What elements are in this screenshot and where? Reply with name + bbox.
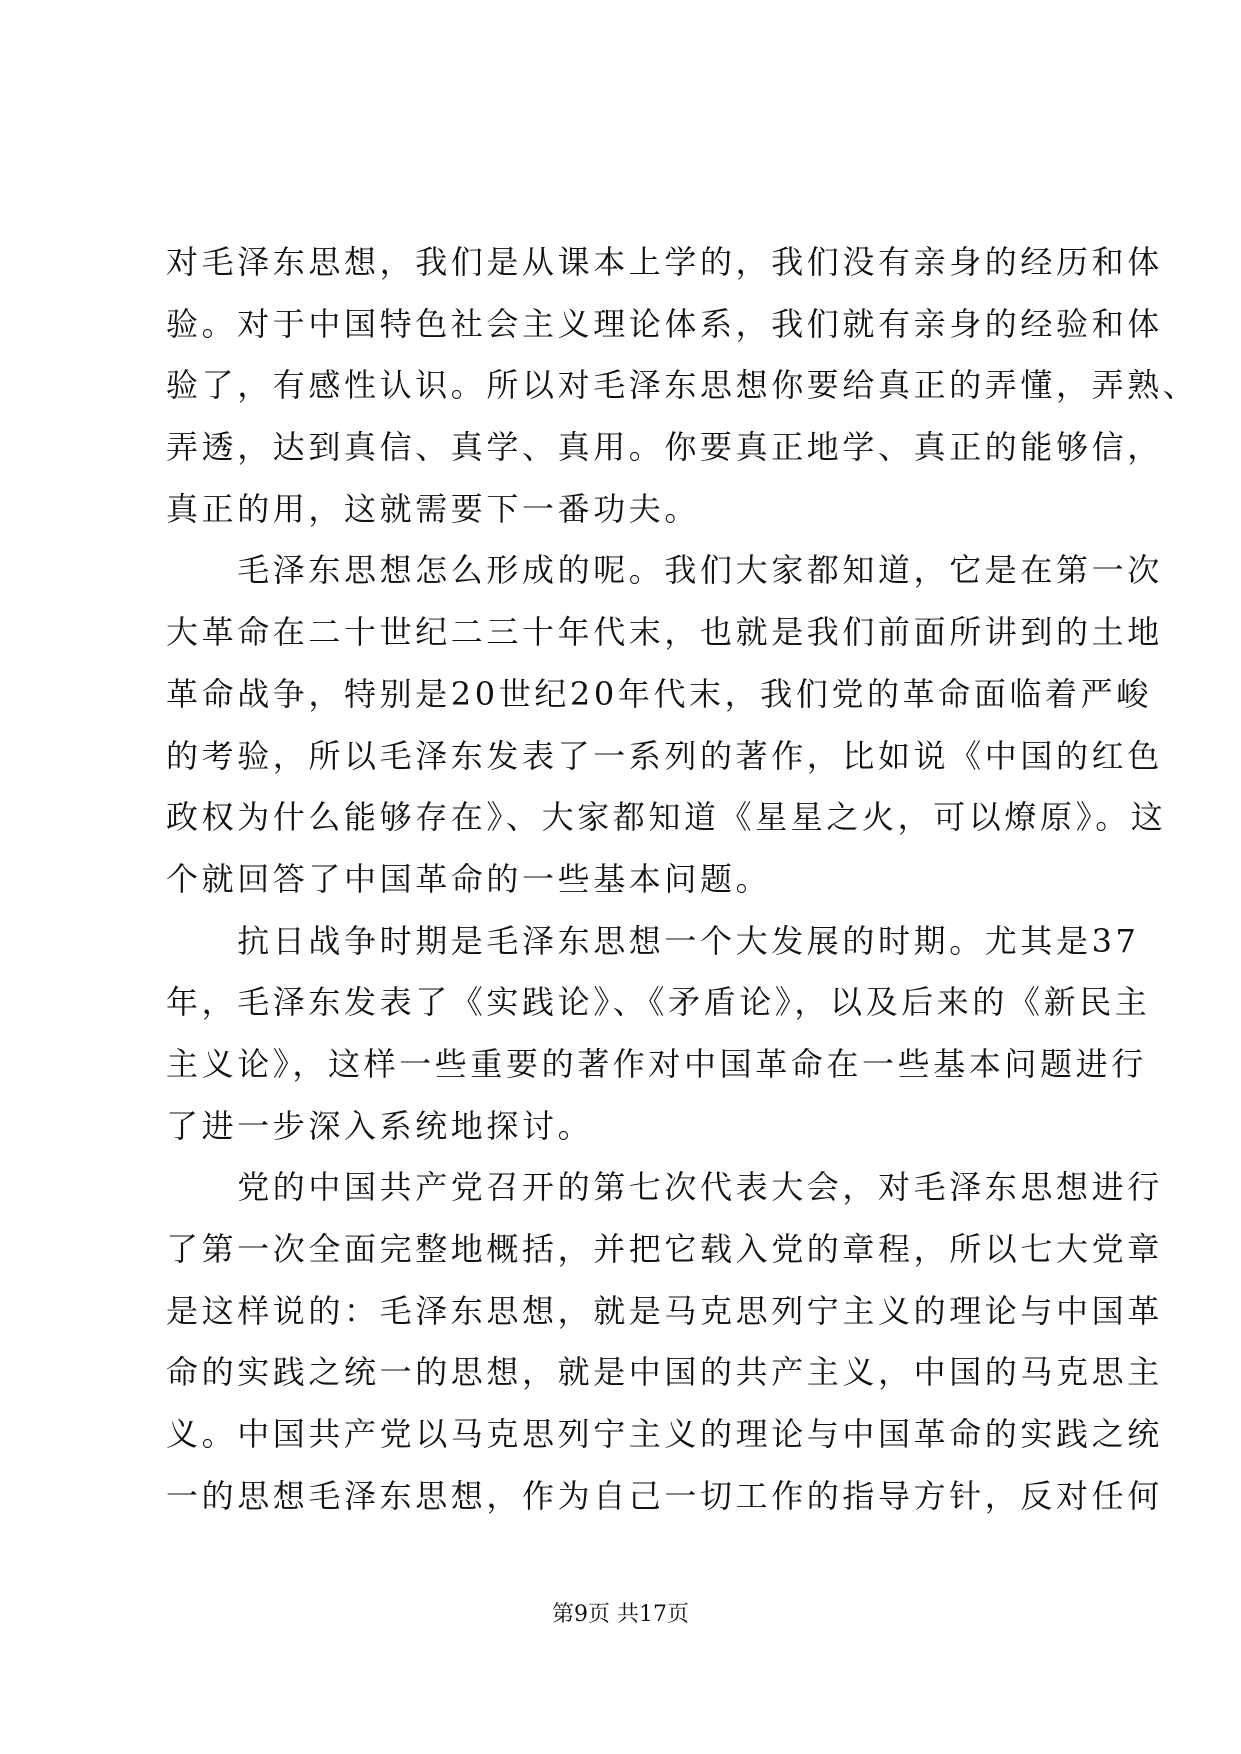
page-footer xyxy=(0,1597,1241,1628)
text-line: 一的思想毛泽东思想，作为自己一切工作的指导方针，反对任何 xyxy=(166,1476,1163,1515)
text-line: 党的中国共产党召开的第七次代表大会，对毛泽东思想进行 xyxy=(166,1168,1163,1207)
text-line: 年，毛泽东发表了《实践论》、《矛盾论》，以及后来的《新民主 xyxy=(166,983,1151,1022)
text-line: 真正的用，这就需要下一番功夫。 xyxy=(166,489,701,528)
text-line: 了进一步深入系统地探讨。 xyxy=(166,1106,594,1145)
text-line: 验。对于中国特色社会主义理论体系，我们就有亲身的经验和体 xyxy=(166,304,1163,343)
text-line: 个就回答了中国革命的一些基本问题。 xyxy=(166,859,772,898)
text-line: 弄透，达到真信、真学、真用。你要真正地学、真正的能够信， xyxy=(166,428,1163,467)
body-text xyxy=(166,232,1199,1527)
text-line: 对毛泽东思想，我们是从课本上学的，我们没有亲身的经历和体 xyxy=(166,243,1163,281)
text-line: 大革命在二十世纪二三十年代末，也就是我们前面所讲到的土地 xyxy=(166,613,1163,652)
page-number-label: 第9页 共17页 xyxy=(552,1602,689,1627)
text-line: 革命战争，特别是20世纪20年代末，我们党的革命面临着严峻 xyxy=(166,674,1152,713)
text-line: 的考验，所以毛泽东发表了一系列的著作，比如说《中国的红色 xyxy=(166,736,1163,775)
text-line: 命的实践之统一的思想，就是中国的共产主义，中国的马克思主 xyxy=(166,1353,1163,1392)
text-line: 主义论》，这样一些重要的著作对中国革命在一些基本问题进行 xyxy=(166,1044,1147,1083)
text-line: 是这样说的：毛泽东思想，就是马克思列宁主义的理论与中国革 xyxy=(166,1291,1163,1330)
text-line: 验了，有感性认识。所以对毛泽东思想你要给真正的弄懂，弄熟、 xyxy=(166,366,1199,405)
text-line: 抗日战争时期是毛泽东思想一个大发展的时期。尤其是37 xyxy=(166,921,1140,960)
text-line: 义。中国共产党以马克思列宁主义的理论与中国革命的实践之统 xyxy=(166,1415,1163,1454)
text-line: 政权为什么能够存在》、大家都知道《星星之火，可以燎原》。这 xyxy=(166,798,1167,837)
text-line: 了第一次全面完整地概括，并把它载入党的章程，所以七大党章 xyxy=(166,1230,1163,1268)
text-line: 毛泽东思想怎么形成的呢。我们大家都知道，它是在第一次 xyxy=(166,551,1163,590)
